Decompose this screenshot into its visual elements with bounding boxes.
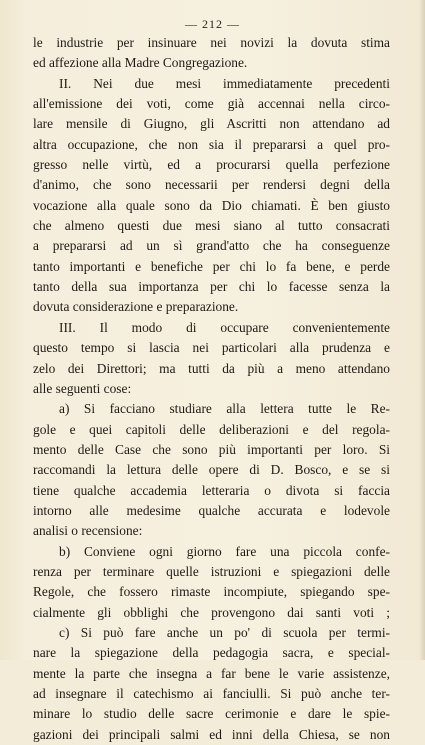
text-line: II. Nei due mesi immediatamente precedenti [59,75,390,91]
text-line: gole e quei capitoli delle deliberazioni e del regola- [33,421,390,437]
text-line: ad insegnare il catechismo ai fanciulli. Si può anche ter- [33,686,390,701]
text-line: tiene qualche accademia letteraria o divota si faccia [33,482,390,498]
text-line: gazioni dei principali salmi ed inni della Chiesa, se non [33,726,390,742]
page-edge-shadow [419,0,425,660]
text-line: ed affezione alla Madre Congregazione. [33,55,248,71]
text-line: dovuta considerazione e preparazione. [33,299,239,315]
text-line: vocazione alla quale sono da Dio chiamati. È ben giusto [33,197,390,213]
text-line: nare la spiegazione della pedagogia sacra, e special- [33,645,390,661]
text-line: altra occupazione, che non sia il prepararsi a quel pro- [33,136,390,152]
text-line: III. Il modo di occupare convenientemente [59,319,390,335]
text-line: renza per terminare quelle istruzioni e spiegazioni delle [33,563,390,579]
text-line: minare lo studio delle sacre cerimonie e dare le spie- [33,706,390,722]
text-line: che almeno questi due mesi siano al tutto consacrati [33,218,390,234]
text-line: zelo dei Direttori; ma tutti da più a meno attendano [33,360,390,376]
page-number: — 212 — [185,17,240,31]
text-line: all'emissione dei voti, come già accennai nella circo- [33,96,390,112]
text-line: Regole, che fossero rimaste incompiute, spiegando spe- [33,584,390,600]
text-line: intorno alle medesime qualche accurata e lodevole [33,502,390,518]
text-line: d'animo, che sono necessarii per rendersi degni della [33,177,390,193]
text-line: alle seguenti cose: [33,380,132,396]
text-line: cialmente gli obblighi che provengono dai santi voti ; [33,604,390,620]
text-line: mente la parte che insegna a far bene le varie assistenze, [33,665,390,681]
text-line: b) Conviene ogni giorno fare una piccola confe- [59,543,390,559]
text-line: a) Si facciano studiare alla lettera tutte le Re- [59,401,390,417]
text-line: lare mensile di Giugno, gli Ascritti non attendano ad [33,116,390,132]
text-line: c) Si può fare anche un po' di scuola per termi- [59,624,390,640]
text-line: tanto della sua importanza per chi lo facesse senza la [33,279,390,295]
text-line: gresso nelle virtù, ed a procurarsi quella perfezione [33,157,390,173]
text-line: mento delle Case che sono più importanti per loro. Si [33,441,390,457]
text-line: tanto importanti e benefiche per chi lo fa bene, e perde [33,258,390,274]
text-line: analisi o recensione: [33,523,143,539]
body-text [33,33,390,745]
text-line: le industrie per insinuare nei novizi la dovuta stima [33,35,390,50]
text-line: a prepararsi ad un sì grand'atto che ha conseguenze [33,238,390,254]
text-line: questo tempo si lascia nei particolari alla prudenza e [33,340,390,356]
text-line: raccomandi la lettura delle opere di D. Bosco, e se si [33,462,390,478]
